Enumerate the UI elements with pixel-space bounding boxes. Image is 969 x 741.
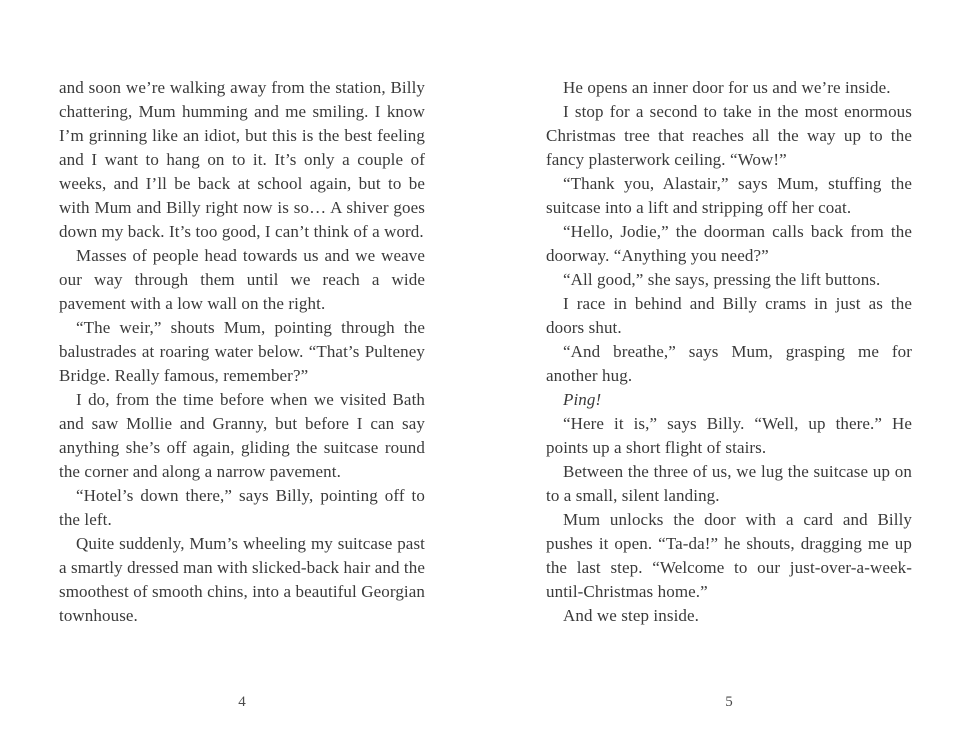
paragraph: I stop for a second to take in the most enormous Christmas tree that reaches all the way up to the fancy plasterwork ceiling. “Wow!” bbox=[546, 102, 912, 169]
paragraph: “The weir,” shouts Mum, pointing through the balustrades at roaring water below. “That’s Pulteney Bridge. Really famous, remember?” bbox=[59, 318, 425, 385]
paragraph: and soon we’re walking away from the station, Billy chattering, Mum humming and me smiling. I know I’m grinning like an idiot, but this is the best feeling and I want to hang on to it. It’s only a couple of weeks, and I’ll be back at school again, but to be with Mum and Billy right now is so… A shiver goes down my back. It’s too good, I can’t think of a word. bbox=[59, 78, 425, 241]
paragraph: “Thank you, Alastair,” says Mum, stuffing the suitcase into a lift and stripping off her coat. bbox=[546, 174, 912, 217]
paragraph: I do, from the time before when we visited Bath and saw Mollie and Granny, but before I can say anything she’s off again, gliding the suitcase round the corner and along a narrow pavement. bbox=[59, 390, 425, 481]
left-page-text bbox=[59, 76, 425, 628]
paragraph: “Hotel’s down there,” says Billy, pointing off to the left. bbox=[59, 486, 425, 529]
paragraph: Ping! bbox=[563, 390, 602, 409]
paragraph: And we step inside. bbox=[563, 606, 699, 625]
paragraph: “And breathe,” says Mum, grasping me for another hug. bbox=[546, 342, 912, 385]
right-page-text bbox=[546, 76, 912, 628]
right-page-number: 5 bbox=[725, 694, 733, 710]
paragraph: Mum unlocks the door with a card and Billy pushes it open. “Ta-da!” he shouts, dragging me up the last step. “Welcome to our just-over-a-week-until-Christmas home.” bbox=[546, 510, 912, 601]
paragraph: Between the three of us, we lug the suitcase up on to a small, silent landing. bbox=[546, 462, 912, 505]
paragraph: “All good,” she says, pressing the lift buttons. bbox=[563, 270, 881, 289]
paragraph: “Here it is,” says Billy. “Well, up there.” He points up a short flight of stairs. bbox=[546, 414, 912, 457]
paragraph: I race in behind and Billy crams in just as the doors shut. bbox=[546, 294, 912, 337]
left-page-number: 4 bbox=[238, 694, 246, 710]
paragraph: “Hello, Jodie,” the doorman calls back from the doorway. “Anything you need?” bbox=[546, 222, 912, 265]
paragraph: Quite suddenly, Mum’s wheeling my suitcase past a smartly dressed man with slicked-back hair and the smoothest of smooth chins, into a beautiful Georgian townhouse. bbox=[59, 534, 425, 625]
paragraph: He opens an inner door for us and we’re inside. bbox=[563, 78, 891, 97]
paragraph: Masses of people head towards us and we weave our way through them until we reach a wide pavement with a low wall on the right. bbox=[59, 246, 425, 313]
